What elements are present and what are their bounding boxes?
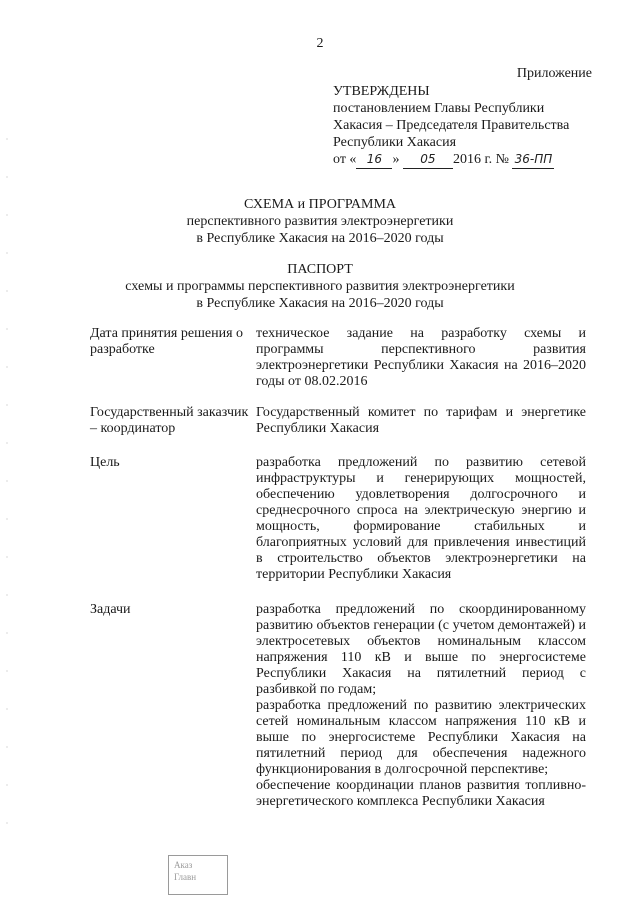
date-prefix: от «	[333, 152, 357, 167]
scheme-title-line-1: СХЕМА и ПРОГРАММА	[243, 197, 397, 212]
passport-title	[0, 261, 640, 312]
approval-line-2: Хакасия – Председателя Правительства	[333, 118, 570, 133]
date-year: 2016 г. №	[452, 152, 509, 167]
row-label-decision-date: Дата принятия решения о разработке	[90, 326, 244, 357]
row-paragraph: разработка предложений по развитию сетевой инфраструктуры и генерирующих мощностей, обеспечению удовлетворения долгосрочного и среднесрочного спроса на электрическую энергию и мощность, формирование стабильных и благоприятных условий для привлечения инвестиций в строительство объектов электроэнергетики на территории Республики Хакасия	[256, 455, 586, 582]
row-paragraph: обеспечение координации планов развития топливно-энергетического комплекса Республики Хакасия	[256, 778, 586, 809]
date-month: 05	[403, 151, 453, 169]
row-label-tasks: Задачи	[90, 602, 131, 617]
scheme-title-line-2: перспективного развития электроэнергетики	[186, 214, 454, 229]
page-number: 2	[316, 36, 324, 51]
approval-line-3: Республики Хакасия	[333, 135, 457, 150]
approval-line-1: постановлением Главы Республики	[333, 101, 545, 116]
row-label-customer: Государственный заказчик – координатор	[90, 405, 249, 436]
stamp-line-2: Главн	[174, 872, 197, 882]
row-text-customer	[256, 405, 586, 437]
approval-heading: УТВЕРЖДЕНЫ	[333, 84, 430, 99]
row-text-goal	[256, 455, 586, 583]
row-label-goal: Цель	[90, 455, 120, 470]
document-number: 36-ПП	[512, 151, 554, 169]
registration-stamp	[168, 855, 228, 895]
approval-block	[333, 83, 569, 169]
approval-date-line	[333, 151, 569, 169]
appendix-label: Приложение	[516, 66, 592, 81]
passport-title-line-2: схемы и программы перспективного развития электроэнергетики	[125, 279, 515, 294]
row-paragraph: разработка предложений по развитию электрических сетей номинальным классом напряжения 110 кВ и выше по энергосистеме Республики Хакасия на пятилетний период для обеспечения надежного функционирования в долгосрочной перспективе;	[256, 698, 586, 777]
row-text-tasks	[256, 602, 586, 810]
passport-title-line-1: ПАСПОРТ	[287, 262, 353, 277]
scheme-title-line-3: в Республике Хакасия на 2016–2020 годы	[196, 231, 444, 246]
date-day: 16	[356, 151, 392, 169]
stamp-line-1: Аказ	[174, 860, 193, 870]
row-paragraph: Государственный комитет по тарифам и энергетике Республики Хакасия	[256, 405, 586, 436]
row-paragraph: разработка предложений по скоординированному развитию объектов генерации (с учетом демонтажей) и электросетевых объектов номинальным классом напряжения 110 кВ и выше по энергосистеме Республики Хакасия на пятилетний период с разбивкой по годам;	[256, 602, 586, 697]
row-text-decision-date	[256, 326, 586, 390]
scheme-title	[0, 196, 640, 247]
row-paragraph: техническое задание на разработку схемы и программы перспективного развития электроэнергетики Республики Хакасия на 2016–2020 годы от 08.02.2016	[256, 326, 586, 389]
passport-title-line-3: в Республике Хакасия на 2016–2020 годы	[196, 296, 444, 311]
date-mid: »	[392, 152, 400, 167]
